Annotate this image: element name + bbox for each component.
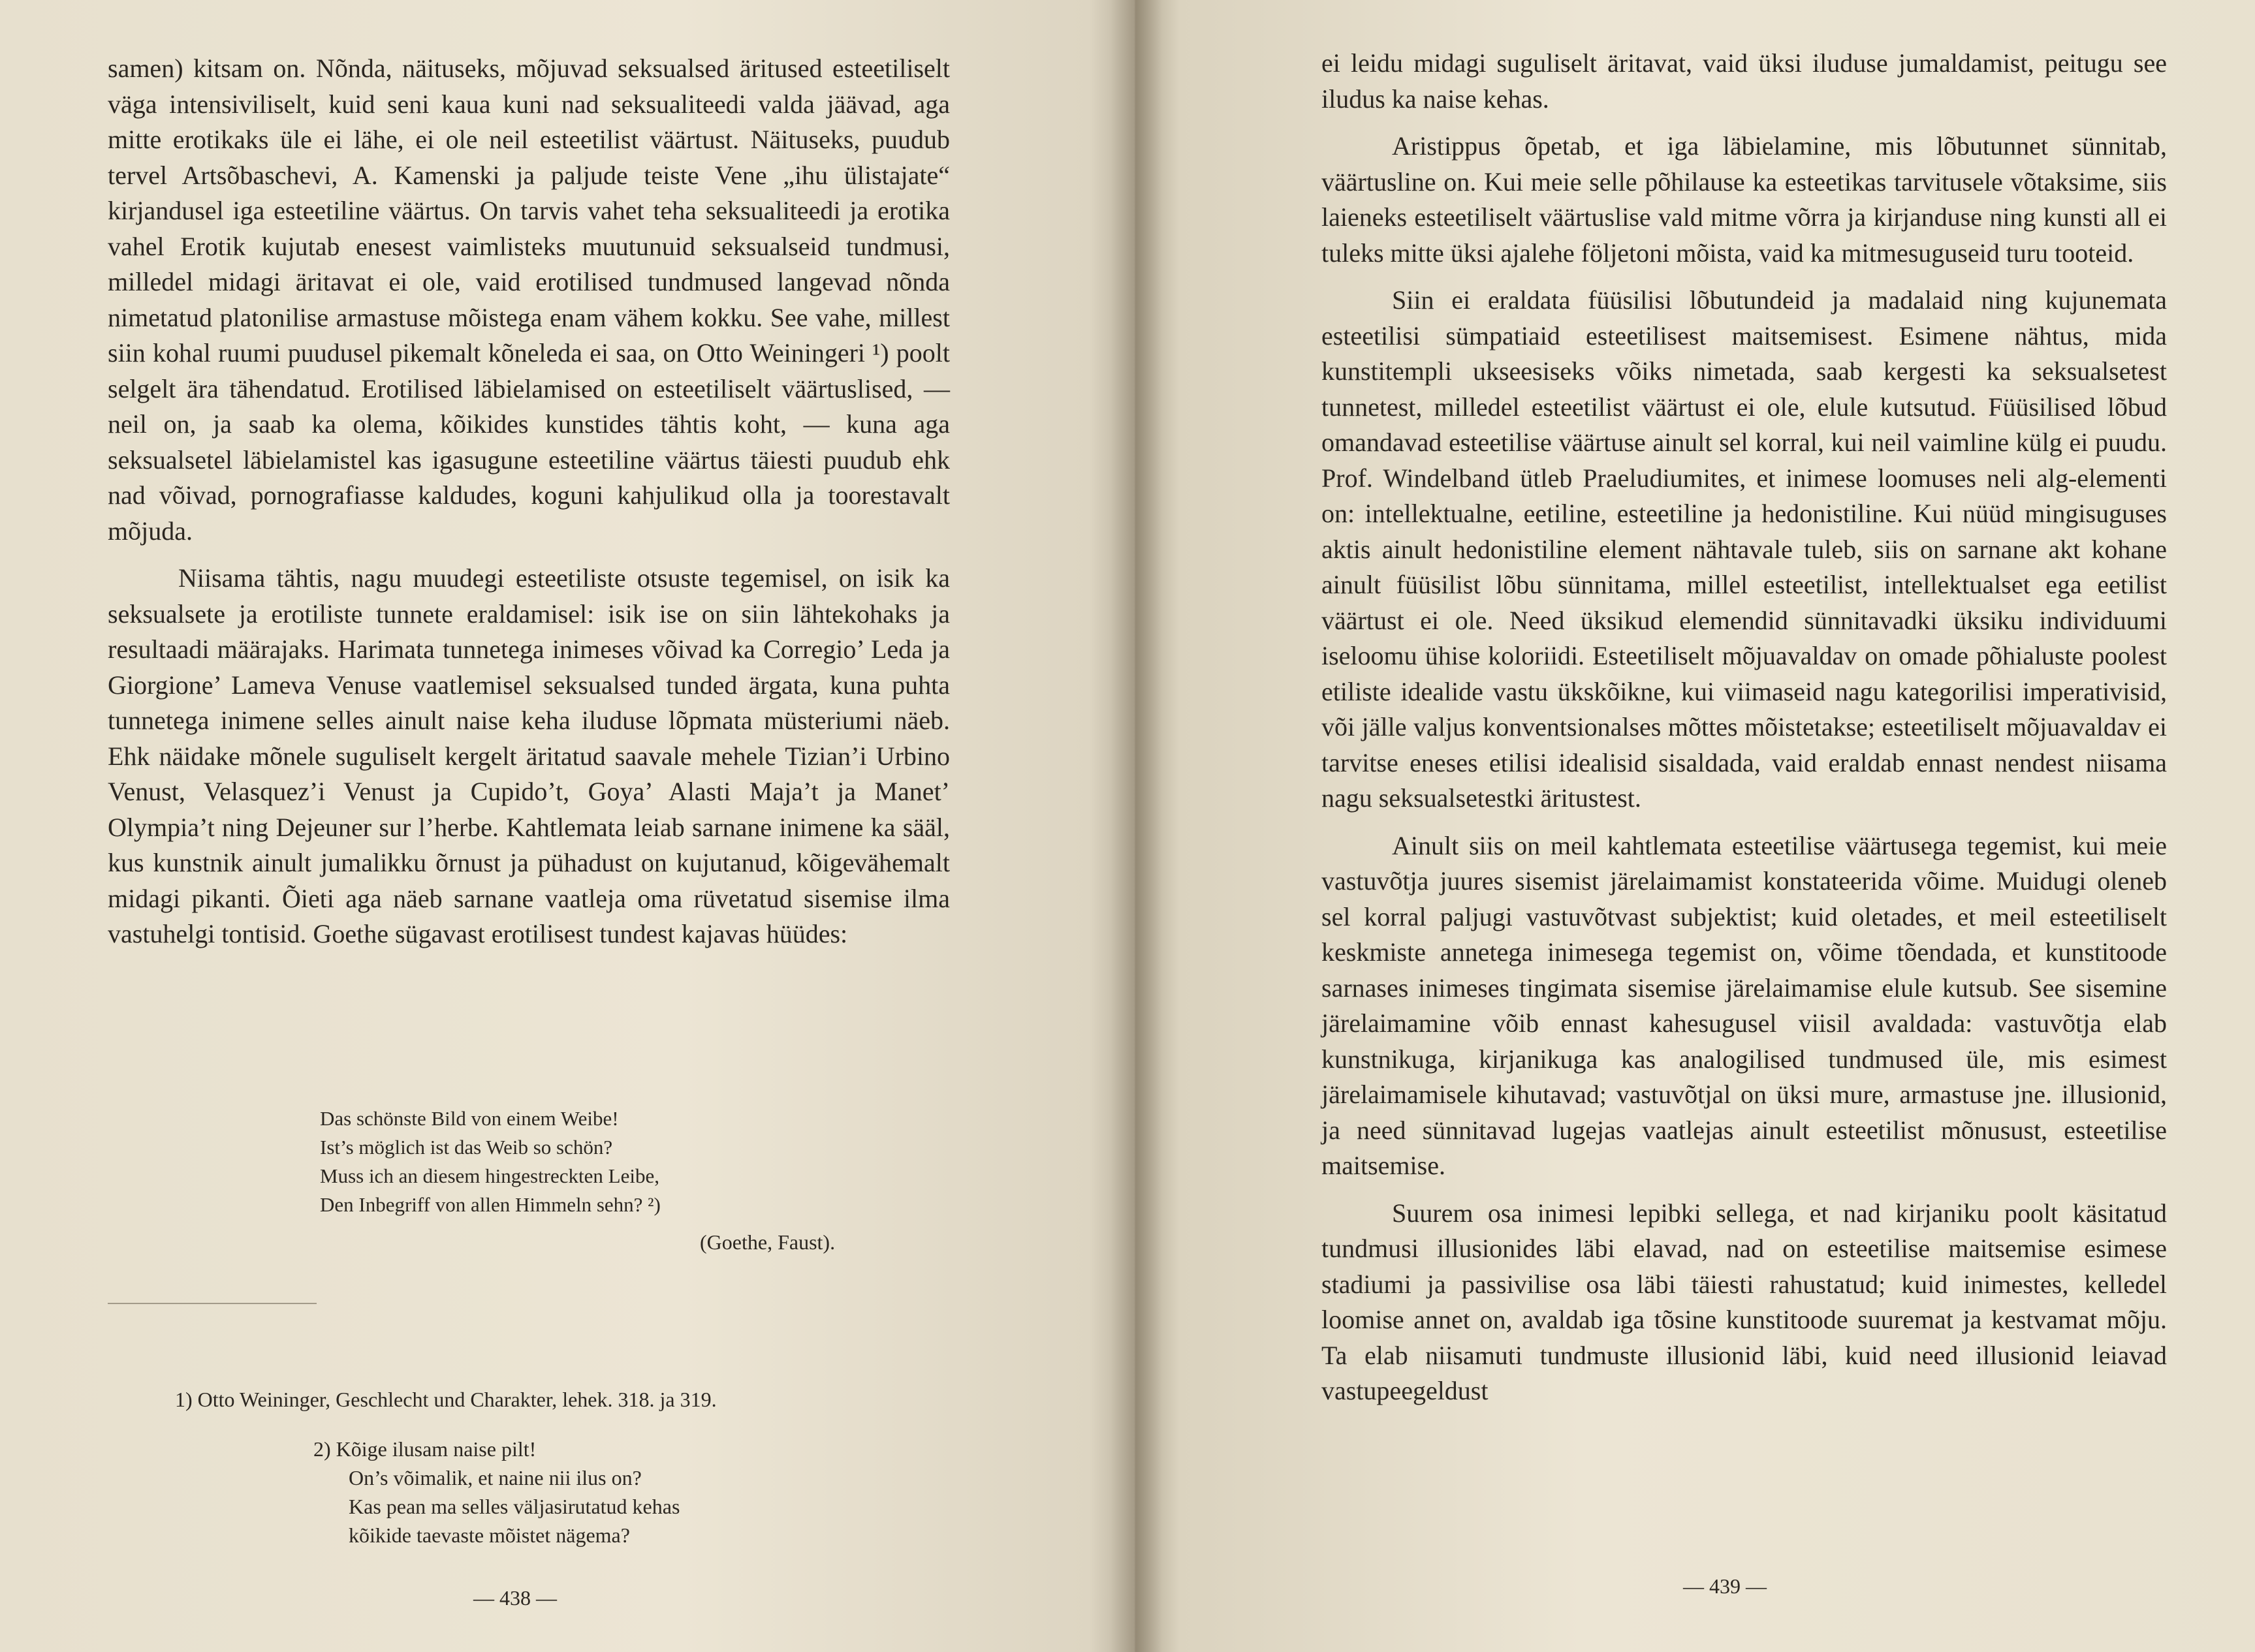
- left-paragraph-1: samen) kitsam on. Nõnda, näituseks, mõjuvad seksualsed äritused esteetiliselt väga intensiviliselt, kuid seni kaua kuni nad seksualiteedi valda jäävad, aga mitte erotikaks üle ei lähe, ei ole neil esteetilist väärtust. Näituseks, puudub tervel Artsõbaschevi, A. Kamenski ja paljude teiste Vene „ihu ülistajate“ kirjandusel iga esteetiline väärtus. On tarvis vahet teha seksualiteedi ja erotika vahel Erotik kujutab enesest vaimlisteks muutunuid seksualseid tundmusi, milledel midagi äritavat ei ole, vaid erotilised tundmused langevad nõnda nimetatud platonilise armastuse mõistega enam vähem kokku. See vahe, millest siin kohal ruumi puudusel pikemalt kõneleda ei saa, on Otto Weiningeri ¹) poolt selgelt ära tähendatud. Erotilised läbielamised on esteetiliselt väärtuslised, — neil on, ja saab ka olema, kõikides kunstides tähtis koht, — kuna aga seksualsetel läbielamistel kas igasugune esteetiline väärtus täiesti puudub ehk nad võivad, pornografiasse kaldudes, koguni kahjulikud olla ja toorestavalt mõjuda.: [108, 54, 950, 546]
- footnote-divider: [108, 1303, 317, 1304]
- right-paragraph-4: Ainult siis on meil kahtlemata esteetilise väärtusega tegemist, kui meie vastuvõtja juures sisemist järelaimamist konstateerida võime. Muidugi oleneb sel korral paljugi vastuvõtvast subjektist; kuid oletades, et meil esteetiliselt keskmiste annetega inimesega tegemist on, võime tõendada, et kunstitoode sarnases inimeses tingimata sisemise järelaimamise elule kutsub. See sisemine järelaimamine võib ennast kahesugusel viisil avaldada: vastuvõtja elab kunstnikuga, kirjanikuga kas analogilised tundmused üle, mis esimest järelaimamisele kihutavad; vastuvõtjal on üksi mure, armastuse jne. illusionid, ja need sünnitavad lugejas vaatlejas ainult esteetilist mõnusust, esteetilise maitsemise.: [1321, 830, 2167, 1180]
- right-paragraph-3: Siin ei eraldata füüsilisi lõbutundeid ja madalaid ning kujunemata esteetilisi sümpatiaid esteetilisest maitsemisest. Esimene nähtus, mida kunstitempli ukseesiseks võiks nimetada, saab kergesti ka seksualsetest tunnetest, milledel esteetilist väärtust ei ole, elule kutsutud. Füüsilised lõbud omandavad esteetilise väärtuse ainult sel korral, kui neil vaimline külg ei puudu. Prof. Windelband ütleb Praeludiumites, et inimese loomuses neli alg-elementi on: intellektualne, eetiline, esteetiline ja hedonistiline. Kui nüüd mingisuguses aktis ainult hedonistiline element nähtavale tuleb, siis on sarnane akt kohane ainult füüsilist lõbu sünnitama, millel esteetilist, intellektualset ega eetilist väärtust ei ole. Need üksikud elemendid sünnitavadki üksiku individuumi iseloomu ühise koloriidi. Esteetiliselt mõjuavaldav on omade põhialuste poolest etiliste idealide vastu ükskõikne, kui viimaseid nagu kategorilisi imperativisid, või jälle valjus konventsionalses mõttes mõistetakse; esteetiliselt mõjuavaldav ei tarvitse eneses etilisi idealisid sisaldada, vaid eraldab ennast nendest niisama nagu seksualsetestki äritustest.: [1321, 285, 2167, 813]
- right-paragraph-1: ei leidu midagi suguliselt äritavat, vaid üksi iluduse jumaldamist, peitugu see iludus ka naise kehas.: [1321, 48, 2167, 114]
- footnote-2-line: kõikide taevaste mõistet nägema?: [349, 1523, 630, 1547]
- right-page: [1135, 0, 2255, 1652]
- footnote-2-line: Kas pean ma selles väljasirutatud kehas: [349, 1495, 680, 1518]
- footnote-2: [313, 1435, 680, 1550]
- footnote-2-line: On’s võimalik, et naine nii ilus on?: [349, 1466, 642, 1489]
- footnote-1: 1) Otto Weininger, Geschlecht und Charakter, lehek. 318. ja 319.: [175, 1388, 717, 1411]
- right-paragraph-2: Aristippus õpetab, et iga läbielamine, mis lõbutunnet sünnitab, väärtusline on. Kui meie selle põhilause ka esteetikas tarvitusele võtaksime, siis laieneks esteetiliselt väärtuslise vald mitme võrra ja kirjanduse ning kunsti all ei tuleks mitte üksi ajalehe följetoni mõista, vaid ka mitmesuguseid turu tooteid.: [1321, 131, 2167, 268]
- goethe-quote: [320, 1104, 907, 1219]
- poem-attribution: (Goethe, Faust).: [700, 1230, 836, 1254]
- page-number-left: — 438 —: [473, 1586, 557, 1610]
- right-page-body: [1321, 46, 2167, 1409]
- right-paragraph-5: Suurem osa inimesi lepibki sellega, et nad kirjaniku poolt käsitatud tundmusi illusionides läbi elavad, nad on esteetilise maitsemise esimese stadiumi ja passivilise osa läbi täiesti rahustatud; kuid inimestes, kelledel loomise annet on, avaldab iga tõsine kunstitoode suuremat ja kestvamat mõju. Ta elab niisamuti tundmuste illusionid läbi, kuid need illusionid leiavad vastupeegeldust: [1321, 1198, 2167, 1405]
- left-page-body: [108, 51, 950, 952]
- poem-line: Das schönste Bild von einem Weibe!: [320, 1107, 619, 1130]
- book-gutter: [1110, 0, 1162, 1652]
- poem-line: Muss ich an diesem hingestreckten Leibe,: [320, 1164, 659, 1187]
- left-paragraph-2: Niisama tähtis, nagu muudegi esteetiliste otsuste tegemisel, on isik ka seksualsete ja erotiliste tunnete eraldamisel: isik ise on siin lähtekohaks ja resultaadi määrajaks. Harimata tunnetega inimeses võivad ka Corregio’ Leda ja Giorgione’ Lameva Venuse vaatlemisel seksualsed tunded ärgata, kuna puhta tunnetega inimene selles ainult naise keha iluduse lõpmata müsteriumi näeb. Ehk näidake mõnele suguliselt kergelt äritatud saavale mehele Tizian’i Urbino Venust, Velasquez’i Venust ja Cupido’t, Goya’ Alasti Maja’t ja Manet’ Olympia’t ning Dejeuner sur l’herbe. Kahtlemata leiab sarnane inimene ka sääl, kus kunstnik ainult jumalikku õrnust ja pühadust on kujutanud, kõigevähemalt midagi pikanti. Õieti aga näeb sarnane vaatleja oma rüvetatud sisemise ilma vastuhelgi tontisid. Goethe sügavast erotilisest tundest kajavas hüüdes:: [108, 563, 950, 948]
- poem-line: Den Inbegriff von allen Himmeln sehn? ²): [320, 1193, 661, 1216]
- footnote-2-line: 2) Kõige ilusam naise pilt!: [313, 1437, 537, 1461]
- poem-line: Ist’s möglich ist das Weib so schön?: [320, 1136, 613, 1159]
- page-number-right: — 439 —: [1683, 1574, 1767, 1598]
